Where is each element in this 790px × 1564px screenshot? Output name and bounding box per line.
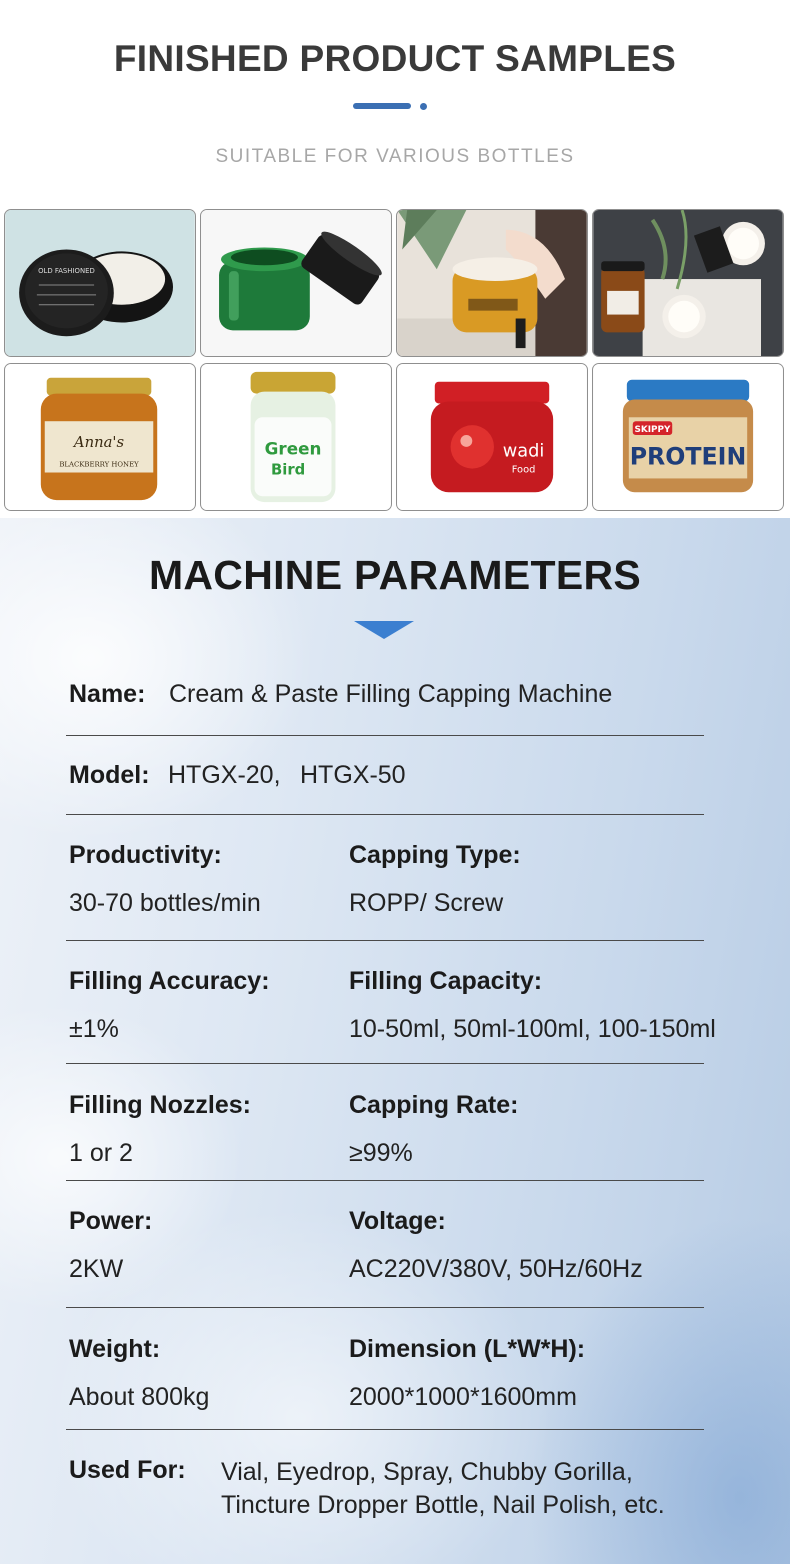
honey-label-text: Anna's bbox=[73, 433, 125, 451]
used-for-label: Used For: bbox=[69, 1456, 186, 1484]
filling-capacity-label: Filling Capacity: bbox=[349, 967, 543, 995]
tomato-paste-jar-image bbox=[396, 363, 588, 511]
used-for-line-2: Tincture Dropper Bottle, Nail Polish, etc. bbox=[221, 1491, 665, 1519]
divider bbox=[66, 735, 704, 736]
model-value-1: HTGX-20, bbox=[168, 761, 281, 789]
honey-jar-image bbox=[4, 363, 196, 511]
wadi-label-text: wadi bbox=[502, 441, 545, 462]
dimension-value: 2000*1000*1600mm bbox=[349, 1383, 577, 1411]
down-arrow-icon bbox=[354, 621, 414, 639]
green-glass-jar-image bbox=[200, 209, 392, 357]
title-underline-dot bbox=[420, 103, 427, 110]
divider bbox=[66, 1429, 704, 1430]
jar-label-text: OLD FASHIONED bbox=[38, 267, 95, 276]
filling-nozzles-label: Filling Nozzles: bbox=[69, 1091, 251, 1119]
parameters-section bbox=[0, 518, 790, 1564]
filling-capacity-value: 10-50ml, 50ml-100ml, 100-150ml bbox=[349, 1015, 716, 1043]
title-underline-bar bbox=[353, 103, 411, 109]
peanut-butter-jar-image bbox=[592, 363, 784, 511]
productivity-label: Productivity: bbox=[69, 841, 222, 869]
divider bbox=[66, 1063, 704, 1064]
greenbird-label-text: Green bbox=[264, 438, 322, 459]
capping-rate-label: Capping Rate: bbox=[349, 1091, 519, 1119]
capping-rate-value: ≥99% bbox=[349, 1139, 413, 1167]
capping-type-label: Capping Type: bbox=[349, 841, 521, 869]
amber-jar-cream-image bbox=[396, 209, 588, 357]
power-value: 2KW bbox=[69, 1255, 124, 1283]
divider bbox=[66, 1180, 704, 1181]
greenbird-sub-text: Bird bbox=[270, 461, 306, 479]
model-value-2: HTGX-50 bbox=[300, 761, 406, 789]
divider bbox=[66, 1307, 704, 1308]
filling-nozzles-value: 1 or 2 bbox=[69, 1139, 133, 1167]
honey-sub-text: BLACKBERRY HONEY bbox=[59, 460, 139, 469]
voltage-value: AC220V/380V, 50Hz/60Hz bbox=[349, 1255, 643, 1283]
weight-value: About 800kg bbox=[69, 1383, 210, 1411]
filling-accuracy-label: Filling Accuracy: bbox=[69, 967, 270, 995]
weight-label: Weight: bbox=[69, 1335, 161, 1363]
wadi-sub-text: Food bbox=[511, 464, 536, 476]
capping-type-value: ROPP/ Screw bbox=[349, 889, 504, 917]
parameters-title: MACHINE PARAMETERS bbox=[148, 552, 642, 598]
divider bbox=[66, 940, 704, 941]
name-value: Cream & Paste Filling Capping Machine bbox=[169, 680, 613, 708]
skippy-label-text: SKIPPY bbox=[634, 425, 671, 436]
voltage-label: Voltage: bbox=[349, 1207, 446, 1235]
productivity-value: 30-70 bottles/min bbox=[69, 889, 261, 917]
dimension-label: Dimension (L*W*H): bbox=[349, 1335, 586, 1363]
filling-accuracy-value: ±1% bbox=[69, 1015, 119, 1043]
green-bird-jar-image bbox=[200, 363, 392, 511]
power-label: Power: bbox=[69, 1207, 153, 1235]
samples-subtitle: SUITABLE FOR VARIOUS BOTTLES bbox=[215, 146, 575, 167]
black-jar-cream-svg bbox=[5, 210, 195, 356]
amber-candle-jars-image bbox=[592, 209, 784, 357]
protein-label-text: PROTEIN bbox=[629, 442, 747, 471]
samples-section bbox=[0, 0, 790, 518]
black-jar-cream-image bbox=[4, 209, 196, 357]
name-label: Name: bbox=[69, 680, 146, 708]
used-for-line-1: Vial, Eyedrop, Spray, Chubby Gorilla, bbox=[221, 1458, 633, 1486]
samples-title: FINISHED PRODUCT SAMPLES bbox=[113, 38, 677, 79]
divider bbox=[66, 814, 704, 815]
model-label: Model: bbox=[69, 761, 150, 789]
